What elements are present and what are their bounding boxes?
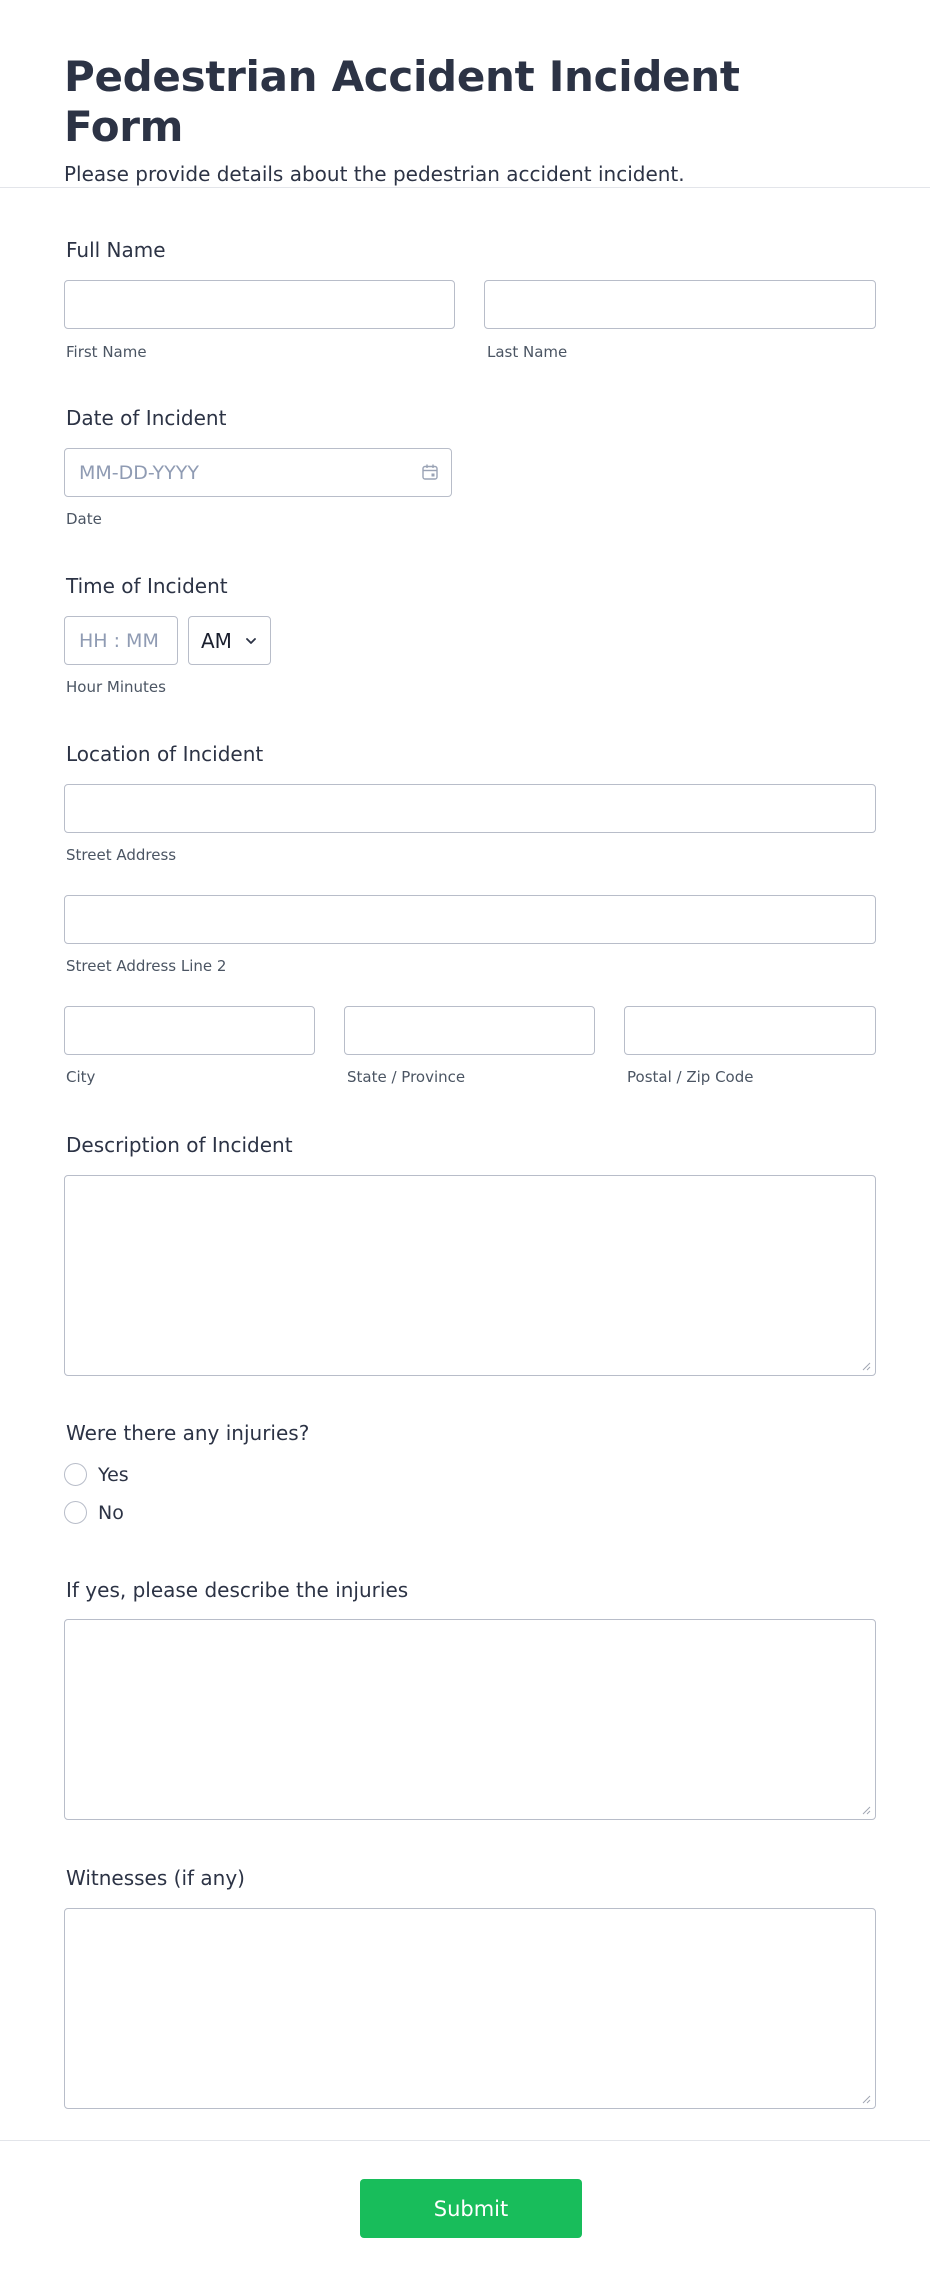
street-address-line2-sublabel: Street Address Line 2 [66,957,227,975]
calendar-icon[interactable] [421,463,439,481]
zip-sublabel: Postal / Zip Code [627,1068,754,1086]
state-field[interactable] [344,1006,595,1055]
injury-details-label: If yes, please describe the injuries [66,1578,409,1602]
resize-grip-icon[interactable] [861,2094,871,2104]
date-field[interactable] [64,448,452,497]
time-row [0,616,930,665]
injury-details-textarea[interactable] [64,1619,876,1820]
radio-yes-label: Yes [98,1463,129,1486]
first-name-field[interactable] [64,280,455,329]
street-address-sublabel: Street Address [66,846,177,864]
witnesses-textarea[interactable] [64,1908,876,2109]
submit-button[interactable]: Submit [360,2179,582,2238]
full-name-label: Full Name [66,238,166,262]
form-footer [0,2140,930,2287]
last-name-sublabel: Last Name [487,343,568,361]
last-name-field[interactable] [484,280,876,329]
state-sublabel: State / Province [347,1068,466,1086]
resize-grip-icon[interactable] [861,1805,871,1815]
city-field[interactable] [64,1006,315,1055]
ampm-select[interactable] [188,616,271,665]
form-title: Pedestrian Accident Incident Form [64,52,740,151]
description-label: Description of Incident [66,1133,293,1157]
injuries-label: Were there any injuries? [66,1421,310,1445]
location-label: Location of Incident [66,742,264,766]
chevron-down-icon [244,634,258,648]
time-input[interactable] [65,617,177,664]
radio-option-yes[interactable] [64,1463,129,1486]
city-sublabel: City [66,1068,96,1086]
street-address-field[interactable] [64,784,876,833]
ampm-value: AM [201,628,232,653]
date-label: Date of Incident [66,406,227,430]
last-name-input[interactable] [485,281,875,328]
radio-no-label: No [98,1501,124,1524]
radio-no[interactable] [64,1501,87,1524]
time-label: Time of Incident [66,574,228,598]
street-address-input[interactable] [65,785,875,832]
street-address-line2-field[interactable] [64,895,876,944]
zip-input[interactable] [625,1007,875,1054]
street-address-line2-input[interactable] [65,896,875,943]
description-textarea[interactable] [64,1175,876,1376]
resize-grip-icon[interactable] [861,1361,871,1371]
form-header [0,0,930,188]
first-name-input[interactable] [65,281,454,328]
form-subtitle: Please provide details about the pedestrian accident incident. [64,162,685,186]
first-name-sublabel: First Name [66,343,147,361]
witnesses-label: Witnesses (if any) [66,1866,245,1890]
time-sublabel: Hour Minutes [66,678,166,696]
city-input[interactable] [65,1007,314,1054]
date-input[interactable] [65,449,451,496]
time-field[interactable] [64,616,178,665]
state-input[interactable] [345,1007,594,1054]
radio-option-no[interactable] [64,1501,124,1524]
radio-yes[interactable] [64,1463,87,1486]
date-sublabel: Date [66,510,102,528]
zip-field[interactable] [624,1006,876,1055]
